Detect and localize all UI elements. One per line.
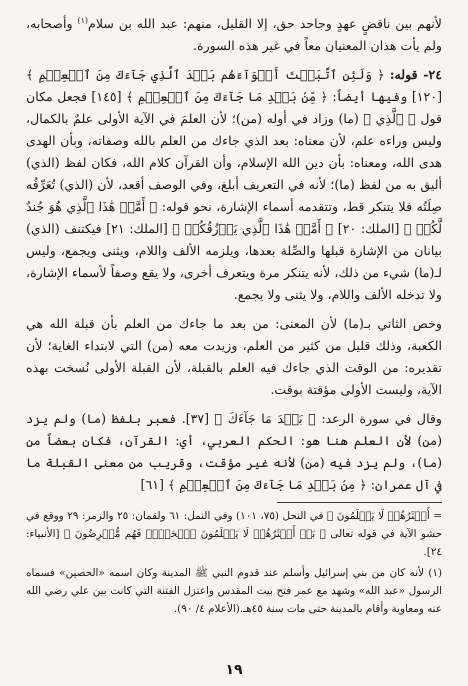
paragraph-4: وقال في سورة الرعد: ﴿ بَعۡدَ مَا جَآءَكَ ﴾ [٣٧]. فعبر بلفظ (ما) ولم يزد (من) لأن العلم هنا هو: الحكم العربي، أي: القرآن، فكان بعضاً من (ما)، ولم يزد فيه (من) لأنه غير مؤقت، وقريب من معنى القبلة ما في آل عمران: ﴿ مِنۢ بَعۡدِ مَا جَآءَكَ مِنَ ٱلۡعِلۡمِ ﴾ [٦١] <box>26 411 443 493</box>
footnote-continued: = أَكۡثَرُهُمۡ لَا يَعۡلَمُونَ ﴾ في النحل (٧٥، ١٠١) وفي النمل: ٦١ ولقمان: ٢٥ والزمر: ٢٩ ووقع في حشو الآية في قوله تعالى ﴿ بَلۡ أَكۡثَرُهُمۡ لَا يَعۡلَمُونَ ٱلۡحَقَّۖ فَهُم مُّعۡرِضُونَ ﴾ [الأنبياء: ٢٤]. <box>26 510 442 559</box>
footnote-divider <box>277 502 442 503</box>
paragraph-1 <box>26 10 442 57</box>
paragraph-3: وخص الثاني بـ(ما) لأن المعنى: من بعد ما جاءك من العلم بأن قبلة الله هي الكعبة، وذلك قليل من كثير من العلم، وزيدت معه (من) التي لابتداء الغاية؛ لأن تقديره: من الوقت الذي جاءك فيه العلم بالقبلة، لأن القبلة الأولى نُسخت بهذه الآية، وليست الأولى مؤقتة بوقت. <box>26 316 442 398</box>
main-text <box>26 10 442 496</box>
paragraph-1-continuation: وأصحابه، ولم يأت هذان المعنيان معاً في غير هذه السورة. <box>26 16 442 54</box>
paragraph-1-text: لأنهم بين ناقضٍ عهدٍ وجاحد حق، إلا القليل، منهم: عبد الله بن سلام <box>88 16 442 32</box>
page-number: ١٩ <box>225 662 243 678</box>
section-heading: ٢٤- قوله: <box>389 67 442 83</box>
footnote-1: (١) لأنه كان من بني إسرائيل وأسلم عند قدوم النبي ﷺ المدينة وكان اسمه «الحصين» فسماه الرسول «عبد الله» وشهد مع عمر فتح بيت المقدس واعتزل الفتنة التي كانت بين علي رضي الله عنه ومعاوية وأقام بالمدينة حتى مات سنة ٤٥هـ.(الأعلام ٤/ ٩٠). <box>26 567 442 616</box>
footnote-marker: (١) <box>77 16 89 25</box>
footnotes <box>26 507 442 618</box>
paragraph-2-text: ﴿ وَلَئِنِ ٱتَّبَعۡتَ أَهۡوَآءَهُم بَعۡدَ ٱلَّذِي جَآءَكَ مِنَ ٱلۡعِلۡمِ ﴾ [١٢٠] وفيها أيضاً: ﴿ مِّنۢ بَعۡدِ مَا جَآءَكَ مِنَ ٱلۡعِلۡمِ ﴾ [١٤٥] فجعل مكان قول ﴿ ٱلَّذِي ﴾ (ما) وزاد في أوله (من)؛ لأن العلمَ في الآية الأولى علمٌ بالكمال، وليس وراءه علم، لأن معناه: بعد الذي جاءك من العلم بالله وصفاته، وبأن الهدى هدى الله، ومعناه: بأن دين الله الإسلام، وأن القرآن كلام الله، فكان لفظ (الذي) أليق به من لفظ (ما)؛ لأنه في التعريف أبلغ، وفي الوصف أقعد، لأن (الذي) تُعَرِّفُه صِلَتُه فلا يتنكر قط، وتتقدمه أسماء الإشارة، نحو قوله: ﴿ أَمَّنۡ هَٰذَا ٱلَّذِي هُوَ جُندٌ لَّكُمۡ ﴾ [الملك: ٢٠] ﴿ أَمَّنۡ هَٰذَا ٱلَّذِي يَرۡزُقُكُمۡ ﴾ [الملك: ٢١] فيكتنف (الذي) بيانان من الإشارة قبلها والصِّلة بعدها، ويلزمه الألف واللام، ويثنى ويجمع، وليس لـ(ما) شيء من ذلك، لأنه يتنكر مرة ويتعرف أخرى، ولا يقع وصفاً لأسماء الإشارة، ولا تدخله الألف واللام، ولا يثنى ولا يجمع. <box>26 67 443 303</box>
paragraph-2 <box>26 64 442 306</box>
